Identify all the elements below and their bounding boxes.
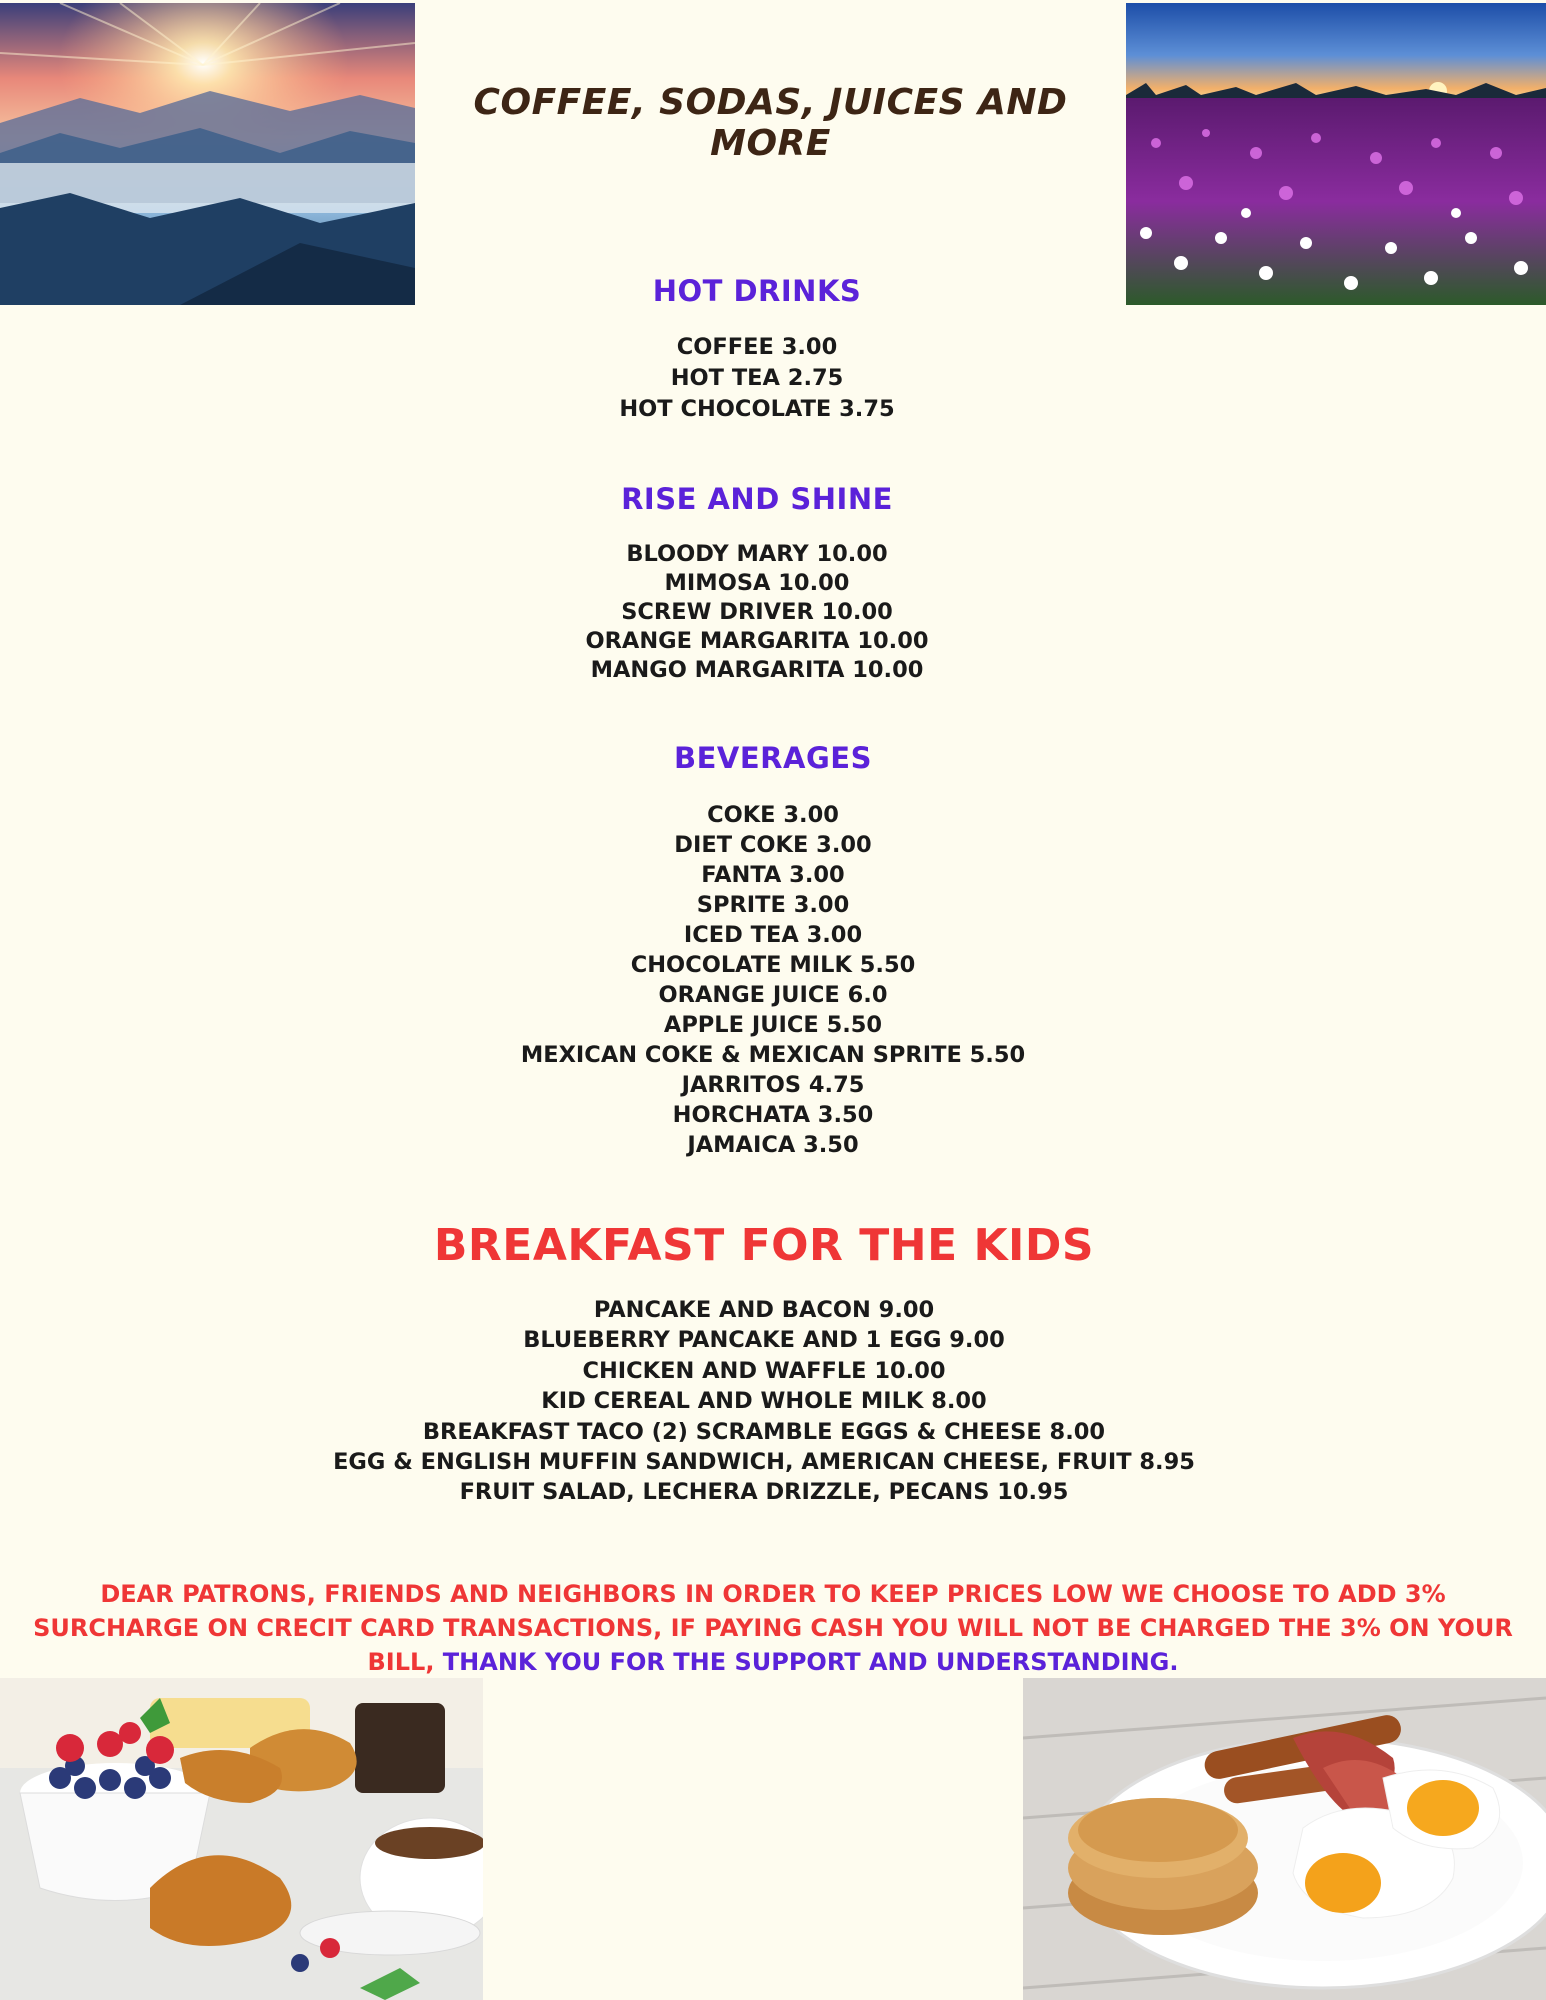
menu-item: SCREW DRIVER 10.00 — [621, 599, 893, 625]
pancakes-eggs-photo — [1023, 1678, 1546, 2000]
notice-line: SURCHARGE ON CRECIT CARD TRANSACTIONS, IF PAYING CASH YOU WILL NOT BE CHARGED THE 3% ON YOUR — [33, 1614, 1513, 1642]
menu-item: FANTA 3.00 — [701, 862, 845, 888]
menu-item: HORCHATA 3.50 — [672, 1102, 874, 1128]
menu-item: SPRITE 3.00 — [696, 892, 850, 918]
menu-item: BREAKFAST TACO (2) SCRAMBLE EGGS & CHEESE 8.00 — [422, 1418, 1106, 1445]
menu-item: BLUEBERRY PANCAKE AND 1 EGG 9.00 — [523, 1327, 1005, 1354]
section-heading: HOT DRINKS — [652, 274, 862, 308]
menu-item: EGG & ENGLISH MUFFIN SANDWICH, AMERICAN CHEESE, FRUIT 8.95 — [333, 1449, 1195, 1476]
menu-item: APPLE JUICE 5.50 — [663, 1012, 883, 1038]
hot-drinks-section — [0, 274, 1530, 425]
menu-item: DIET COKE 3.00 — [674, 832, 872, 858]
menu-item: CHOCOLATE MILK 5.50 — [630, 952, 916, 978]
menu-item: HOT TEA 2.75 — [670, 365, 844, 391]
section-heading: BEVERAGES — [674, 741, 872, 775]
item-list — [0, 1295, 1537, 1508]
item-list — [0, 332, 1530, 425]
croissant-berries-photo — [0, 1678, 483, 2000]
menu-title: COFFEE, SODAS, JUICES AND MORE — [473, 82, 1068, 164]
item-list — [0, 540, 1530, 685]
menu-item: MEXICAN COKE & MEXICAN SPRITE 5.50 — [520, 1042, 1026, 1068]
notice-line — [0, 1645, 1546, 1679]
notice-line: DEAR PATRONS, FRIENDS AND NEIGHBORS IN ORDER TO KEEP PRICES LOW WE CHOOSE TO ADD 3% — [100, 1580, 1446, 1608]
sunrise-mountains-photo — [0, 3, 415, 305]
menu-item: MIMOSA 10.00 — [664, 570, 850, 596]
menu-item: JARRITOS 4.75 — [681, 1072, 865, 1098]
menu-item: BLOODY MARY 10.00 — [626, 541, 888, 567]
menu-item: KID CEREAL AND WHOLE MILK 8.00 — [541, 1388, 987, 1415]
kids-breakfast-section — [0, 1220, 1537, 1508]
menu-item: FRUIT SALAD, LECHERA DRIZZLE, PECANS 10.95 — [459, 1479, 1069, 1506]
menu-item: PANCAKE AND BACON 9.00 — [593, 1297, 935, 1323]
surcharge-notice — [0, 1577, 1546, 1679]
menu-item: CHICKEN AND WAFFLE 10.00 — [582, 1357, 946, 1384]
thank-you-text: THANK YOU FOR THE SUPPORT AND UNDERSTANDING. — [442, 1648, 1179, 1676]
flower-field-photo — [1126, 3, 1546, 305]
menu-item: COKE 3.00 — [707, 802, 839, 828]
beverages-section — [0, 741, 1546, 1160]
item-list — [0, 800, 1546, 1160]
section-heading: BREAKFAST FOR THE KIDS — [433, 1220, 1095, 1271]
menu-item: JAMAICA 3.50 — [687, 1132, 859, 1158]
menu-item: ORANGE MARGARITA 10.00 — [585, 628, 929, 654]
menu-item: ICED TEA 3.00 — [683, 922, 863, 948]
menu-item: COFFEE 3.00 — [676, 334, 838, 360]
rise-and-shine-section — [0, 482, 1530, 685]
menu-item: MANGO MARGARITA 10.00 — [590, 657, 924, 683]
notice-text: BILL, — [367, 1648, 443, 1676]
menu-item: ORANGE JUICE 6.0 — [658, 982, 888, 1008]
menu-item: HOT CHOCOLATE 3.75 — [619, 396, 895, 422]
section-heading: RISE AND SHINE — [621, 482, 893, 516]
